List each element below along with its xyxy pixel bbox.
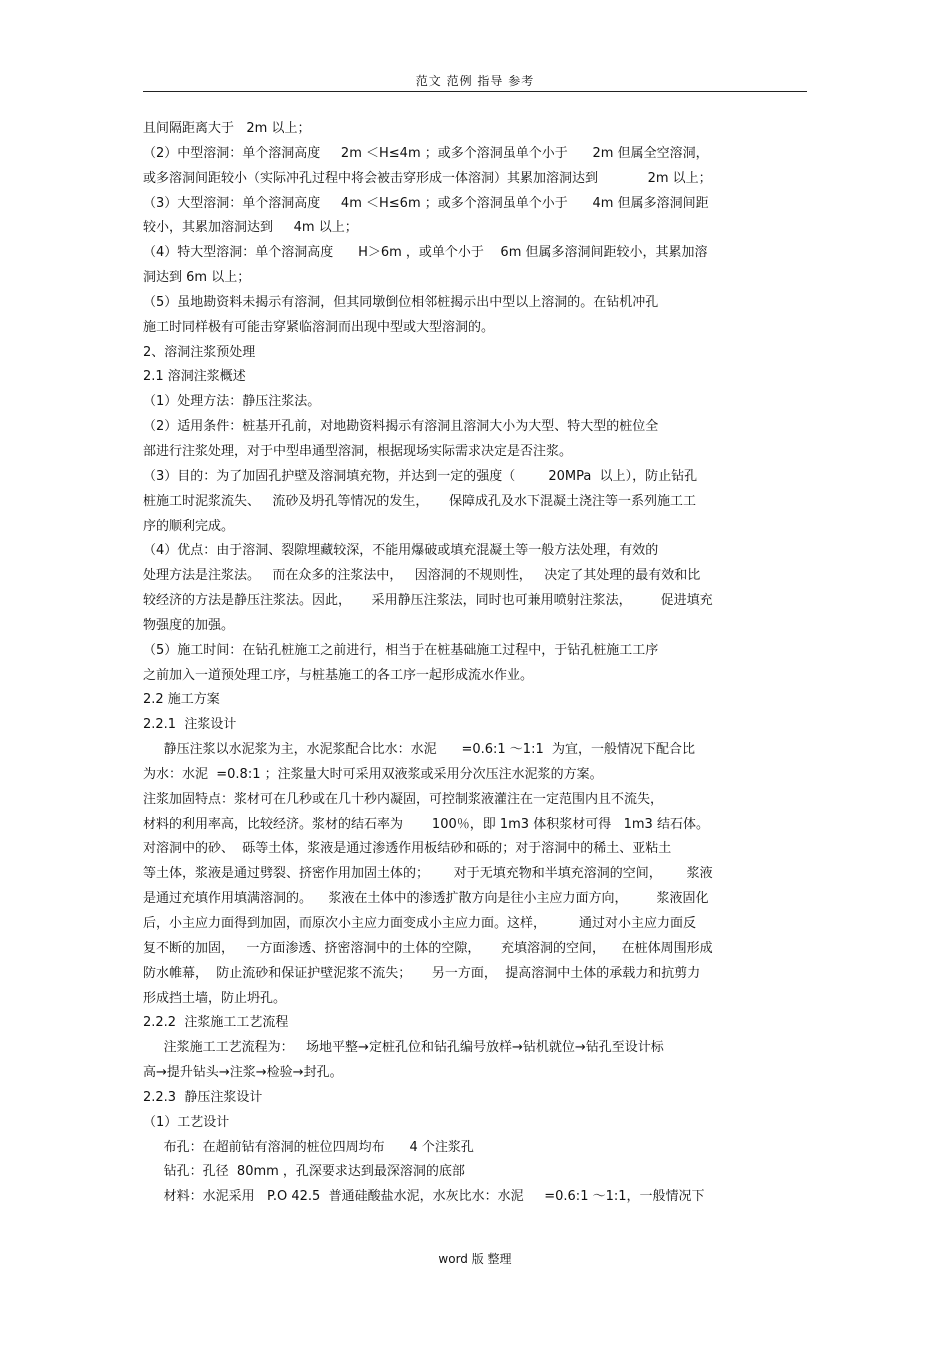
text-line: 后，小主应力面得到加固，而原次小主应力面变成小主应力面。这样， 通过对小主应力面反: [143, 916, 697, 931]
text-line: （5）虽地勘资料未揭示有溶洞，但其同墩倒位相邻桩揭示出中型以上溶洞的。在钻机冲孔: [143, 294, 659, 310]
text-line: 形成挡土墙，防止坍孔。: [143, 990, 287, 1006]
page-header: 范文 范例 指导 参考: [415, 74, 535, 88]
text-line: 部进行注浆处理，对于中型串通型溶洞，根据现场实际需求决定是否注浆。: [143, 443, 573, 459]
header-divider: [143, 91, 807, 92]
text-line: 处理方法是注浆法。 而在众多的注浆法中， 因溶洞的不规则性， 决定了其处理的最有效和比: [143, 568, 701, 584]
text-line: 材料的利用率高，比较经济。浆材的结石率为 100％，即 1m3 体积浆材可得 1m3 结石体。: [143, 816, 709, 832]
text-line: 2.2.2 注浆施工工艺流程: [143, 1015, 289, 1031]
text-line: 施工时同样极有可能击穿紧临溶洞而出现中型或大型溶洞的。: [143, 319, 495, 335]
text-line: （5）施工时间：在钻孔桩施工之前进行，相当于在桩基础施工过程中，于钻孔桩施工工序: [143, 642, 659, 658]
text-line: 是通过充填作用填满溶洞的。 浆液在土体中的渗透扩散方向是往小主应力面方向， 浆液固化: [143, 891, 709, 907]
text-line: 注浆加固特点：浆材可在几秒或在几十秒内凝固，可控制浆液灌注在一定范围内且不流失，: [143, 791, 664, 807]
document-body: [143, 117, 807, 1210]
text-line: 序的顺利完成。: [143, 518, 235, 534]
text-line: 材料：水泥采用 P.O 42.5 普通硅酸盐水泥，水灰比水：水泥 =0.6:1 ～1:1，一般情况下: [143, 1189, 705, 1205]
text-line: 物强度的加强。: [143, 617, 235, 633]
text-line: 2.2.3 静压注浆设计: [143, 1089, 263, 1105]
text-line: 且间隔距离大于 2m 以上；: [143, 121, 311, 136]
text-line: 等土体，浆液是通过劈裂、挤密作用加固土体的； 对于无填充物和半填充溶洞的空间， 浆液: [143, 866, 713, 882]
text-line: 或多溶洞间距较小（实际冲孔过程中将会被击穿形成一体溶洞）其累加溶洞达到 2m 以上；: [143, 170, 712, 186]
text-line: 复不断的加固， 一方面渗透、挤密溶洞中的土体的空隙， 充填溶洞的空间， 在桩体周围形成: [143, 940, 713, 956]
text-line: 注浆施工工艺流程为： 场地平整→定桩孔位和钻孔编号放样→钻机就位→钻孔至设计标: [143, 1040, 664, 1056]
text-line: （4）特大型溶洞：单个溶洞高度 H＞6m ，或单个小于 6m 但属多溶洞间距较小，其累加溶: [143, 245, 708, 261]
text-line: （2）中型溶洞：单个溶洞高度 2m ＜H≤4m ；或多个溶洞虽单个小于 2m 但属全空溶洞，: [143, 145, 709, 161]
text-line: （1）工艺设计: [143, 1114, 230, 1130]
text-line: 2.2.1 注浆设计: [143, 717, 237, 733]
text-line: 高→提升钻头→注浆→检验→封孔。: [143, 1065, 343, 1081]
text-line: （3）目的：为了加固孔护壁及溶洞填充物，并达到一定的强度（ 20MPa 以上），防止钻孔: [143, 468, 698, 484]
text-line: （4）优点：由于溶洞、裂隙埋藏较深，不能用爆破或填充混凝土等一般方法处理，有效的: [143, 543, 659, 559]
text-line: 静压注浆以水泥浆为主，水泥浆配合比水：水泥 =0.6:1 ～1:1 为宜，一般情况下配合比: [143, 742, 695, 758]
text-line: 布孔：在超前钻有溶洞的桩位四周均布 4 个注浆孔: [143, 1139, 474, 1155]
text-line: （1）处理方法：静压注浆法。: [143, 394, 321, 410]
text-line: 较小，其累加溶洞达到 4m 以上；: [143, 220, 358, 236]
text-line: 较经济的方法是静压注浆法。因此， 采用静压注浆法，同时也可兼用喷射注浆法， 促进填充: [143, 593, 713, 609]
text-line: 2.2 施工方案: [143, 692, 220, 708]
text-line: （3）大型溶洞：单个溶洞高度 4m ＜H≤6m ；或多个溶洞虽单个小于 4m 但属多溶洞间距: [143, 195, 709, 211]
text-line: 桩施工时泥浆流失、 流砂及坍孔等情况的发生， 保障成孔及水下混凝土浇注等一系列施工工: [143, 493, 697, 509]
text-line: 洞达到 6m 以上；: [143, 270, 251, 286]
text-line: 2、溶洞注浆预处理: [143, 344, 256, 360]
text-line: 防水帷幕， 防止流砂和保证护壁泥浆不流失； 另一方面， 提高溶洞中土体的承载力和抗剪力: [143, 965, 701, 981]
text-line: 钻孔：孔径 80mm ，孔深要求达到最深溶洞的底部: [143, 1164, 465, 1180]
text-line: 对溶洞中的砂、 砾等土体，浆液是通过渗透作用板结砂和砾的；对于溶洞中的稀土、亚粘土: [143, 841, 672, 857]
text-line: 2.1 溶洞注浆概述: [143, 369, 246, 385]
text-line: （2）适用条件：桩基开孔前，对地勘资料揭示有溶洞且溶洞大小为大型、特大型的桩位全: [143, 419, 659, 435]
page-footer: word 版 整理: [438, 1252, 512, 1266]
text-line: 为水：水泥 =0.8:1 ；注浆量大时可采用双液浆或采用分次压注水泥浆的方案。: [143, 766, 603, 782]
text-line: 之前加入一道预处理工序，与桩基施工的各工序一起形成流水作业。: [143, 667, 534, 683]
